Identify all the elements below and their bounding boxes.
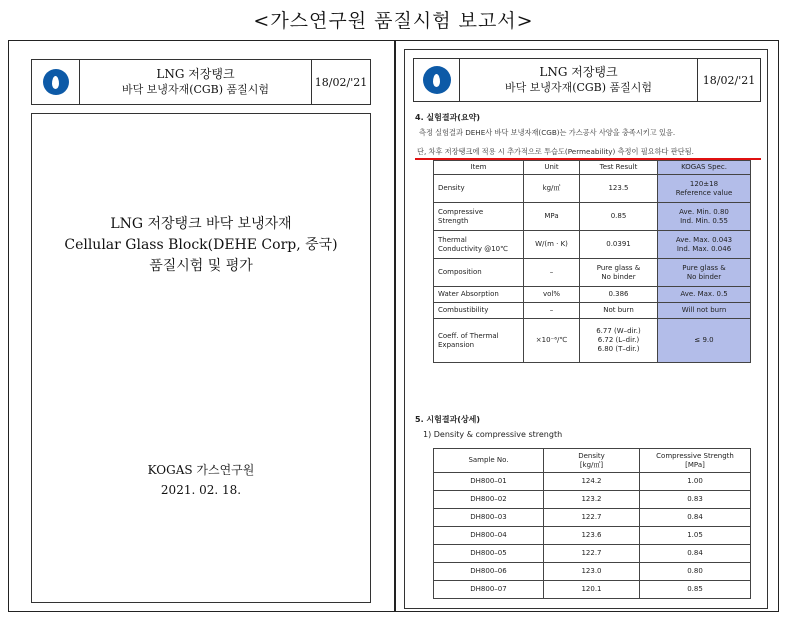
cell-item-line2: Expansion xyxy=(438,340,475,349)
cell-spec: ≤ 9.0 xyxy=(658,319,751,363)
cell-spec xyxy=(658,231,751,259)
summary-note-line2: 단, 차후 저장탱크에 적용 시 추가적으로 투습도(Permeability) 측정이 필요하다 판단됨. xyxy=(417,147,694,156)
cell-density: 122.7 xyxy=(544,545,640,563)
cell-spec xyxy=(658,259,751,287)
cell-item xyxy=(434,203,524,231)
cell-compressive: 0.84 xyxy=(640,509,751,527)
cell-item-line2: Conductivity @10℃ xyxy=(438,244,508,253)
cell-result xyxy=(580,259,658,287)
cell-result: 0.386 xyxy=(580,287,658,303)
table-row xyxy=(434,527,751,545)
cell-result: 0.0391 xyxy=(580,231,658,259)
cover-title-line3: 품질시험 및 평가 xyxy=(149,258,253,274)
cell-item-line1: Thermal xyxy=(438,235,467,244)
cell-item-line1: Coeff. of Thermal xyxy=(438,331,499,340)
cell-compressive: 1.05 xyxy=(640,527,751,545)
left-header-title-line1: LNG 저장탱크 xyxy=(156,67,235,81)
report-frame xyxy=(8,40,779,612)
cell-spec-line2: Reference value xyxy=(675,188,733,197)
cell-unit: vol% xyxy=(524,287,580,303)
cell-spec-line1: Ave. Max. 0.043 xyxy=(675,235,733,244)
table-header-row xyxy=(434,449,751,473)
th-density-line2: [kg/㎥] xyxy=(579,460,604,469)
table-header-row xyxy=(434,161,751,175)
cell-item-line1: Compressive xyxy=(438,207,484,216)
cell-spec-line1: 120±18 xyxy=(689,179,719,188)
table-row xyxy=(434,287,751,303)
cell-spec-line1: Ave. Min. 0.80 xyxy=(679,207,729,216)
table-row xyxy=(434,203,751,231)
kogas-drop-icon xyxy=(43,69,69,95)
cover-org-block xyxy=(32,460,370,500)
th-compressive-line1: Compressive Strength xyxy=(656,451,734,460)
cover-title xyxy=(32,214,370,277)
cell-item xyxy=(434,319,524,363)
cell-density: 123.0 xyxy=(544,563,640,581)
table-row xyxy=(434,231,751,259)
summary-note-line1: 측정 실험결과 DEHE사 바닥 보냉자재(CGB)는 가스공사 사양을 충족시키고 있음. xyxy=(419,128,676,137)
cell-result: Not burn xyxy=(580,303,658,319)
cell-result-line3: 6.80 (T–dir.) xyxy=(597,345,640,353)
cell-item: Combustibility xyxy=(434,303,524,319)
kogas-drop-icon xyxy=(423,66,451,94)
results-page xyxy=(404,49,768,609)
cell-item xyxy=(434,231,524,259)
cell-density: 123.2 xyxy=(544,491,640,509)
cell-density: 123.6 xyxy=(544,527,640,545)
right-header-title xyxy=(460,59,698,101)
cell-unit: kg/㎥ xyxy=(524,175,580,203)
table-row xyxy=(434,581,751,599)
cell-unit: W/(m · K) xyxy=(524,231,580,259)
cell-item: Density xyxy=(434,175,524,203)
cell-result-line1: 6.77 (W–dir.) xyxy=(596,327,641,335)
th-unit: Unit xyxy=(524,161,580,175)
cover-page xyxy=(31,113,371,603)
cell-density: 120.1 xyxy=(544,581,640,599)
left-logo-cell xyxy=(32,60,80,104)
right-header-date: 18/02/'21 xyxy=(702,73,756,87)
right-header-title-line1: LNG 저장탱크 xyxy=(539,65,618,79)
cell-unit: – xyxy=(524,259,580,287)
cell-result-line2: No binder xyxy=(601,272,636,281)
left-page-header xyxy=(31,59,371,105)
table-row xyxy=(434,473,751,491)
cell-sample: DH800–05 xyxy=(434,545,544,563)
left-header-title xyxy=(80,60,312,104)
left-header-date: 18/02/'21 xyxy=(314,75,368,89)
table-row xyxy=(434,259,751,287)
panel-divider xyxy=(394,41,396,611)
cell-compressive: 0.84 xyxy=(640,545,751,563)
th-item: Item xyxy=(434,161,524,175)
table-row xyxy=(434,175,751,203)
cell-spec xyxy=(658,203,751,231)
cell-sample: DH800–02 xyxy=(434,491,544,509)
th-result: Test Result xyxy=(580,161,658,175)
cell-compressive: 0.85 xyxy=(640,581,751,599)
right-header-title-line2: 바닥 보냉자재(CGB) 품질시험 xyxy=(504,81,653,94)
density-strength-table xyxy=(433,448,751,599)
th-spec: KOGAS Spec. xyxy=(658,161,751,175)
cover-date: 2021. 02. 18. xyxy=(160,483,242,497)
right-logo-cell xyxy=(414,59,460,101)
cell-spec-line2: Ind. Min. 0.55 xyxy=(680,216,728,225)
cell-unit: – xyxy=(524,303,580,319)
cell-result xyxy=(580,319,658,363)
cell-sample: DH800–01 xyxy=(434,473,544,491)
th-compressive xyxy=(640,449,751,473)
cell-unit: ×10⁻⁶/℃ xyxy=(524,319,580,363)
cell-result-line1: Pure glass & xyxy=(596,263,641,272)
cell-compressive: 1.00 xyxy=(640,473,751,491)
cell-result: 0.85 xyxy=(580,203,658,231)
cover-title-line1: LNG 저장탱크 바닥 보냉자재 xyxy=(110,216,292,232)
th-density-line1: Density xyxy=(578,451,605,460)
cell-item: Water Absorption xyxy=(434,287,524,303)
cell-spec xyxy=(658,175,751,203)
cell-compressive: 0.83 xyxy=(640,491,751,509)
results-summary-table xyxy=(433,160,751,363)
subsection1-title: 1) Density & compressive strength xyxy=(423,430,563,439)
cell-spec-line1: Pure glass & xyxy=(682,263,726,272)
cell-spec: Will not burn xyxy=(658,303,751,319)
cell-result: 123.5 xyxy=(580,175,658,203)
th-density xyxy=(544,449,640,473)
cell-spec-line2: No binder xyxy=(686,272,722,281)
cover-title-line2: Cellular Glass Block(DEHE Corp, 중국) xyxy=(64,237,338,253)
cover-org: KOGAS 가스연구원 xyxy=(147,463,255,477)
th-compressive-line2: [MPa] xyxy=(685,460,705,469)
right-page-header xyxy=(413,58,761,102)
cell-sample: DH800–07 xyxy=(434,581,544,599)
cell-unit: MPa xyxy=(524,203,580,231)
cell-spec-line2: Ind. Max. 0.046 xyxy=(676,244,732,253)
cell-compressive: 0.80 xyxy=(640,563,751,581)
table-row xyxy=(434,491,751,509)
cell-spec: Ave. Max. 0.5 xyxy=(658,287,751,303)
table-row xyxy=(434,303,751,319)
cell-sample: DH800–06 xyxy=(434,563,544,581)
left-header-title-line2: 바닥 보냉자재(CGB) 품질시험 xyxy=(121,83,270,96)
table-row xyxy=(434,563,751,581)
table-row xyxy=(434,509,751,527)
section4-title: 4. 실험결과(요약) xyxy=(415,113,481,122)
section5-title: 5. 시험결과(상세) xyxy=(415,415,481,424)
cell-density: 124.2 xyxy=(544,473,640,491)
report-title: <가스연구원 품질시험 보고서> xyxy=(253,10,534,32)
cell-item: Composition xyxy=(434,259,524,287)
cell-sample: DH800–03 xyxy=(434,509,544,527)
cell-density: 122.7 xyxy=(544,509,640,527)
table-row xyxy=(434,319,751,363)
cell-item-line2: Strength xyxy=(438,216,469,225)
th-sample: Sample No. xyxy=(434,449,544,473)
table-row xyxy=(434,545,751,563)
cell-sample: DH800–04 xyxy=(434,527,544,545)
cell-result-line2: 6.72 (L–dir.) xyxy=(597,336,640,344)
